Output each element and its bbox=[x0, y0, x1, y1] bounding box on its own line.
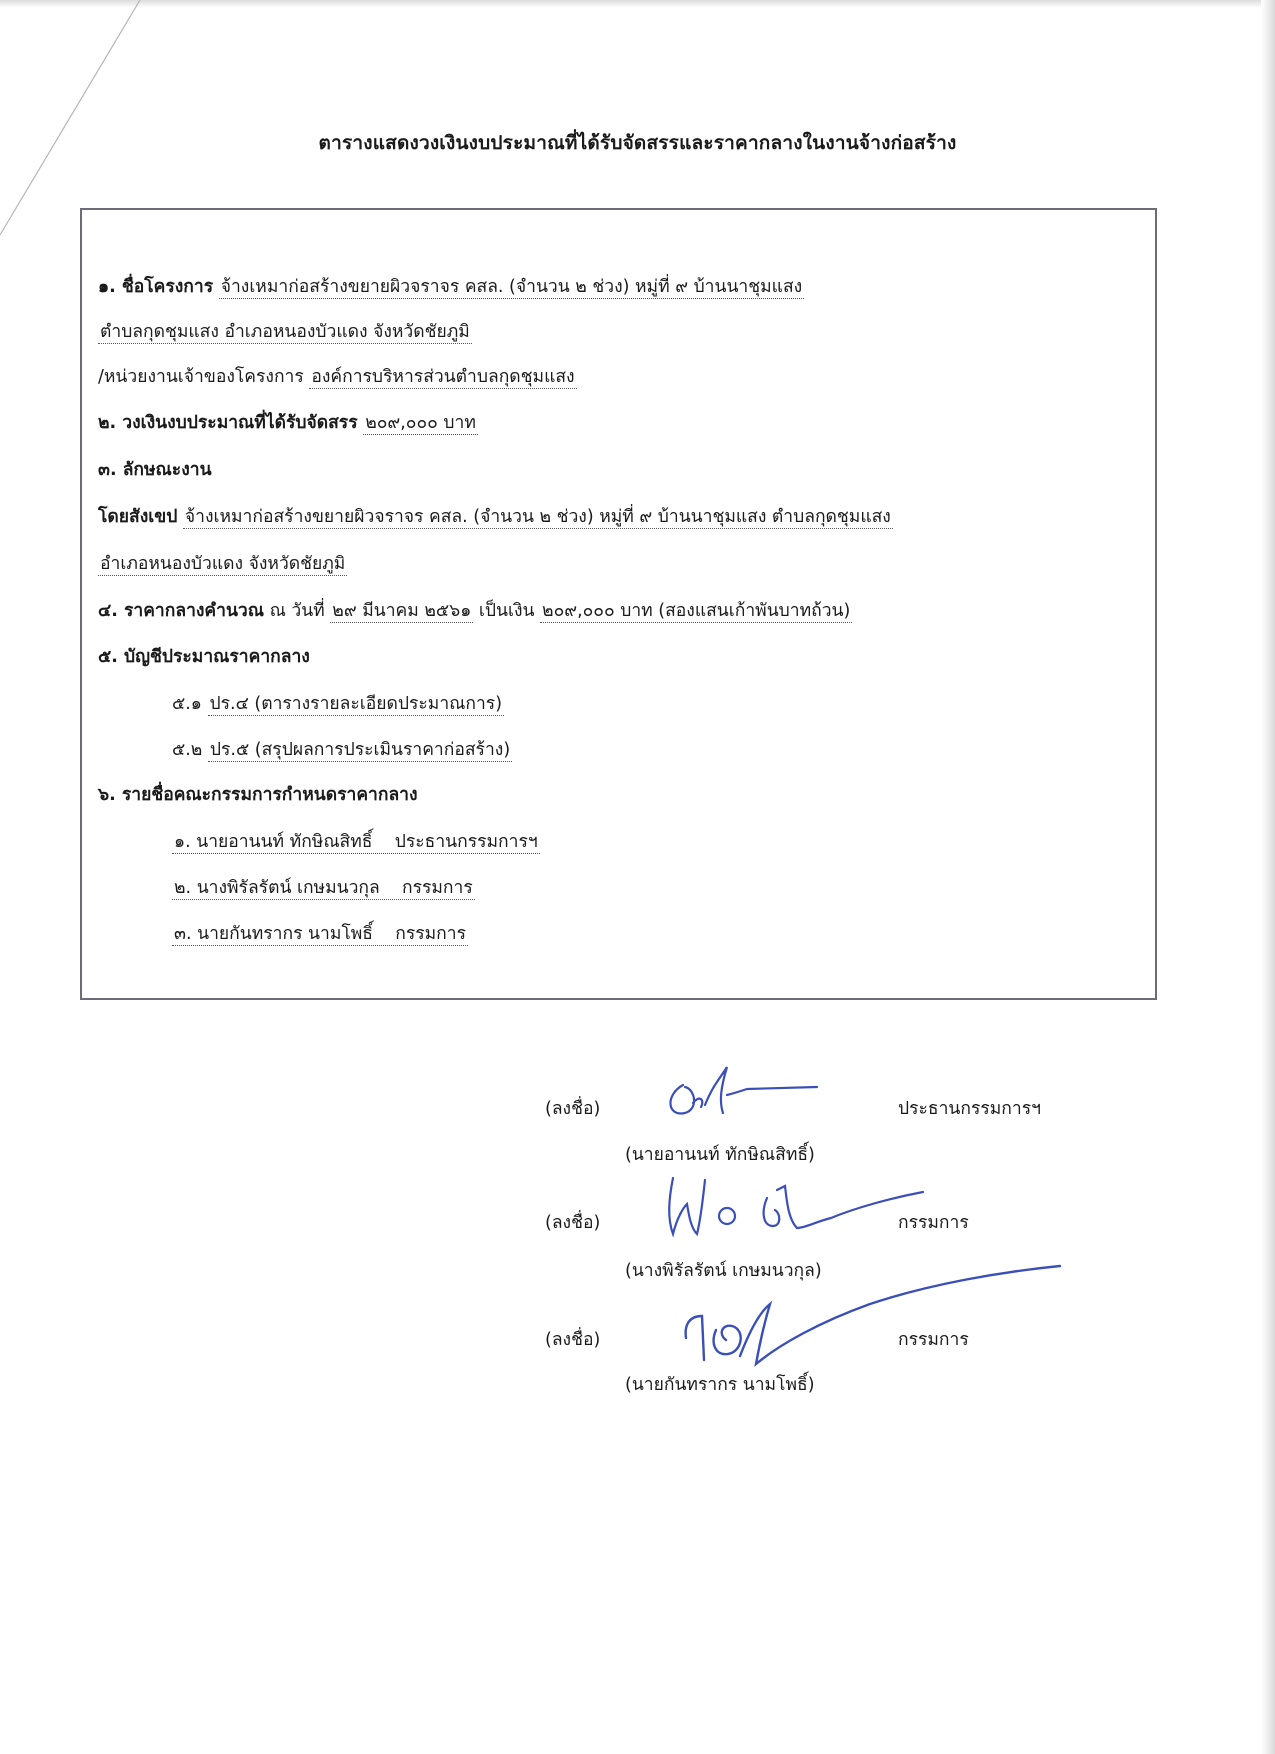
committee-member bbox=[172, 827, 540, 855]
member-role: กรรมการ bbox=[402, 878, 473, 898]
member-role: กรรมการ bbox=[395, 924, 467, 944]
section3-summary-text1: จ้างเหมาก่อสร้างขยายผิวจราจร คสล. (จำนวน ๒ ช่วง) หมู่ที่ ๙ บ้านนาชุมแสง ตำบลกุดชุมแสง bbox=[184, 507, 891, 527]
section5-item-text: ปร.๔ (ตารางรายละเอียดประมาณการ) bbox=[209, 694, 503, 714]
section1-agency-line bbox=[98, 362, 577, 390]
committee-member bbox=[172, 873, 475, 901]
member-num: ๑. bbox=[174, 832, 191, 852]
section5-item-num: ๕.๑ bbox=[172, 694, 202, 714]
section3-summary-line2 bbox=[98, 549, 347, 577]
section4-amount-prefix: เป็นเงิน bbox=[478, 601, 535, 621]
section2-value: ๒๐๙,๐๐๐ บาท bbox=[365, 413, 476, 433]
paper-fold-line bbox=[0, 0, 160, 240]
section6-label: ๖. รายชื่อคณะกรรมการกำหนดราคากลาง bbox=[98, 785, 418, 805]
member-num: ๒. bbox=[174, 878, 192, 898]
document-title: ตารางแสดงวงเงินงบประมาณที่ได้รับจัดสรรและราคากลางในงานจ้างก่อสร้าง bbox=[318, 132, 957, 154]
member-entry bbox=[172, 924, 468, 946]
member-name: นางพิรัลรัตน์ เกษมนวกุล bbox=[196, 878, 380, 898]
member-role: ประธานกรรมการฯ bbox=[394, 832, 538, 852]
signature-1-role: ประธานกรรมการฯ bbox=[898, 1099, 1041, 1119]
signature-1-label: (ลงชื่อ) bbox=[545, 1099, 601, 1119]
signature-2-role: กรรมการ bbox=[898, 1213, 969, 1233]
section1-line2 bbox=[98, 317, 472, 345]
member-entry bbox=[172, 832, 540, 854]
signature-2-mark bbox=[655, 1168, 935, 1248]
signature-3-name: (นายกันทรากร นามโพธิ์) bbox=[625, 1375, 815, 1395]
section4-amount-value: ๒๐๙,๐๐๐ บาท (สองแสนเก้าพันบาทถ้วน) bbox=[542, 601, 851, 621]
section4-date-value: ๒๙ มีนาคม ๒๕๖๑ bbox=[332, 601, 472, 621]
section3-label: ๓. ลักษณะงาน bbox=[98, 460, 212, 480]
section1-label: ๑. ชื่อโครงการ bbox=[98, 277, 214, 297]
signature-3-label: (ลงชื่อ) bbox=[545, 1330, 601, 1350]
section1-agency-label: /หน่วยงานเจ้าของโครงการ bbox=[98, 367, 304, 387]
scan-edge-top bbox=[0, 0, 1275, 8]
section5-item bbox=[172, 735, 512, 763]
signature-3-role: กรรมการ bbox=[898, 1330, 969, 1350]
section5-item-text: ปร.๕ (สรุปผลการประเมินราคาก่อสร้าง) bbox=[209, 740, 511, 760]
member-num: ๓. bbox=[174, 924, 192, 944]
scan-edge-right bbox=[1261, 0, 1275, 1754]
section1-text-line2: ตำบลกุดชุมแสง อำเภอหนองบัวแดง จังหวัดชัยภูมิ bbox=[100, 322, 470, 342]
signature-2-label: (ลงชื่อ) bbox=[545, 1213, 601, 1233]
signature-2-name: (นางพิรัลรัตน์ เกษมนวกุล) bbox=[625, 1261, 822, 1281]
section3-summary-text2: อำเภอหนองบัวแดง จังหวัดชัยภูมิ bbox=[100, 554, 346, 574]
section4-line bbox=[98, 596, 852, 624]
section5-item-num: ๕.๒ bbox=[172, 740, 203, 760]
section4-label: ๔. ราคากลางคำนวณ bbox=[98, 601, 264, 621]
section3-summary-line1 bbox=[98, 502, 893, 530]
section1-agency-value: องค์การบริหารส่วนตำบลกุดชุมแสง bbox=[311, 367, 575, 387]
section1-line1 bbox=[98, 272, 804, 300]
member-entry bbox=[172, 878, 475, 900]
signature-1-name: (นายอานนท์ ทักษิณสิทธิ์) bbox=[625, 1145, 815, 1165]
section3-summary-label: โดยสังเขป bbox=[98, 507, 178, 527]
section5-item bbox=[172, 689, 504, 717]
section5-label: ๕. บัญชีประมาณราคากลาง bbox=[98, 647, 310, 667]
section1-text-line1: จ้างเหมาก่อสร้างขยายผิวจราจร คสล. (จำนวน ๒ ช่วง) หมู่ที่ ๙ บ้านนาชุมแสง bbox=[220, 277, 803, 297]
committee-member bbox=[172, 919, 468, 947]
section2-line bbox=[98, 408, 478, 436]
member-name: นายกันทรากร นามโพธิ์ bbox=[197, 924, 373, 944]
signature-1-mark bbox=[655, 1055, 825, 1135]
section2-label: ๒. วงเงินงบประมาณที่ได้รับจัดสรร bbox=[98, 413, 358, 433]
member-name: นายอานนท์ ทักษิณสิทธิ์ bbox=[196, 832, 373, 852]
section4-date-prefix: ณ วันที่ bbox=[269, 601, 325, 621]
